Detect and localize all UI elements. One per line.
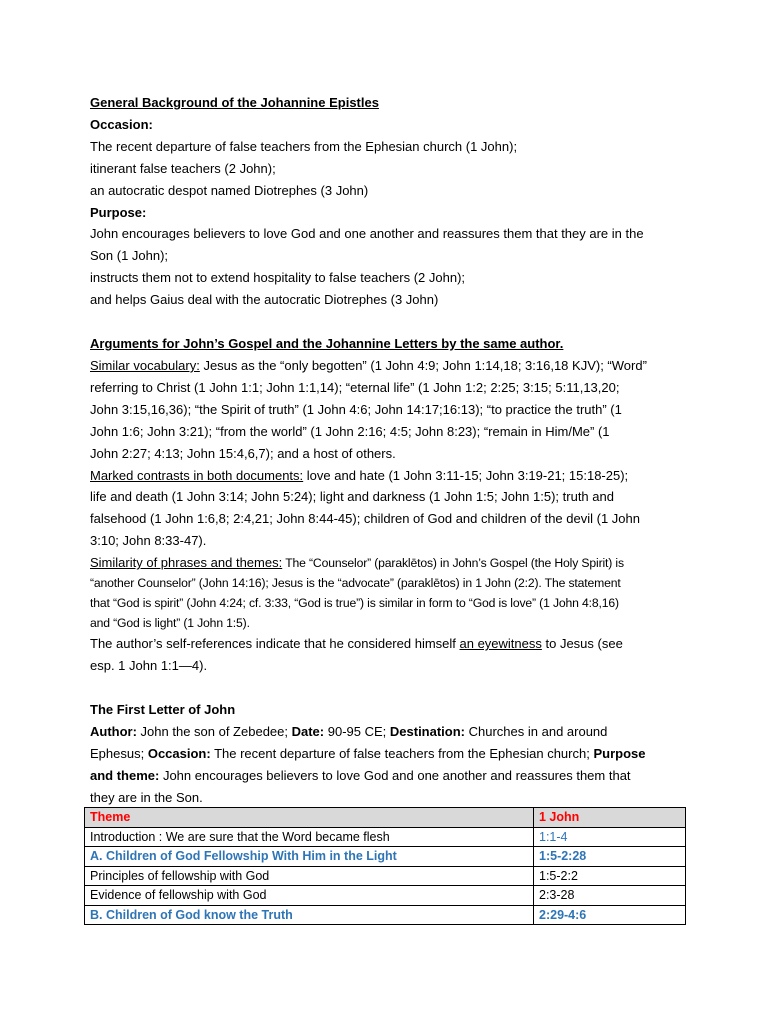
section-title-first-letter: The First Letter of John bbox=[90, 702, 236, 718]
purpose-heading: Purpose: bbox=[90, 204, 147, 220]
date-value: 90-95 CE; bbox=[324, 724, 390, 740]
author-value: John the son of Zebedee; bbox=[136, 724, 292, 740]
vocab-line bbox=[90, 355, 690, 377]
purpose-line: instructs them not to extend hospitality to false teachers (2 John); bbox=[90, 270, 466, 286]
section-title-background: General Background of the Johannine Epistles bbox=[90, 95, 379, 110]
theme-cell: Introduction : We are sure that the Word became flesh bbox=[85, 827, 534, 847]
similarity-line: “another Counselor” (John 14:16); Jesus is the “advocate” (paraklētos) in 1 John (2:2). The statement bbox=[90, 576, 621, 591]
table-row bbox=[85, 905, 686, 925]
table-header-theme: Theme bbox=[85, 808, 534, 828]
contrast-line bbox=[90, 465, 690, 487]
letter-meta-line bbox=[90, 765, 690, 787]
paragraph-gap bbox=[90, 311, 690, 333]
table-header-row bbox=[85, 808, 686, 828]
purpose-line: John encourages believers to love God and one another and reassures them that they are in the bbox=[90, 226, 644, 242]
similarity-label: Similarity of phrases and themes: bbox=[90, 555, 283, 571]
table-header-ref: 1 John bbox=[534, 808, 686, 828]
purpose-label-cont: and theme: bbox=[90, 767, 160, 783]
occasion-label: Occasion: bbox=[147, 746, 211, 762]
vocab-label: Similar vocabulary: bbox=[90, 357, 200, 373]
occasion-heading: Occasion: bbox=[90, 116, 153, 132]
contrast-label: Marked contrasts in both documents: bbox=[90, 467, 304, 483]
ref-cell: 2:3-28 bbox=[534, 886, 686, 906]
ref-cell: 1:1-4 bbox=[534, 827, 686, 847]
table-row bbox=[85, 847, 686, 867]
contrast-line: 3:10; John 8:33-47). bbox=[90, 533, 207, 549]
date-label: Date: bbox=[291, 724, 325, 740]
occasion-line: itinerant false teachers (2 John); bbox=[90, 160, 276, 176]
section-title-arguments: Arguments for John’s Gospel and the Johannine Letters by the same author. bbox=[90, 336, 564, 352]
vocab-line: John 1:6; John 3:21); “from the world” (1 John 2:16; 4:5; John 8:23); “remain in Him/Me” (1 bbox=[90, 423, 610, 439]
occasion-line: The recent departure of false teachers from the Ephesian church (1 John); bbox=[90, 138, 518, 154]
eyewitness-line bbox=[90, 633, 690, 655]
letter-meta-line bbox=[90, 721, 690, 743]
letter-meta-line bbox=[90, 743, 690, 765]
author-label: Author: bbox=[90, 724, 137, 740]
destination-value: Churches in and around bbox=[465, 724, 608, 740]
contrast-line: falsehood (1 John 1:6,8; 2:4,21; John 8:44-45); children of God and children of the devil (1 John bbox=[90, 511, 640, 527]
eyewitness-pre: The author’s self-references indicate that he considered himself bbox=[90, 636, 460, 652]
table-row bbox=[85, 827, 686, 847]
letter-meta-line: they are in the Son. bbox=[90, 789, 203, 805]
vocab-line: referring to Christ (1 John 1:1; John 1:1,14); “eternal life” (1 John 1:2; 2:25; 3:15; 5:11,13,20; bbox=[90, 379, 620, 395]
eyewitness-post: to Jesus (see bbox=[541, 636, 623, 652]
similarity-line: and “God is light” (1 John 1:5). bbox=[90, 615, 250, 630]
ref-cell: 1:5-2:2 bbox=[534, 866, 686, 886]
vocab-text: Jesus as the “only begotten” (1 John 4:9; John 1:14,18; 3:16,18 KJV); “Word” bbox=[199, 357, 647, 373]
ref-cell: 2:29-4:6 bbox=[534, 905, 686, 925]
table-row bbox=[85, 866, 686, 886]
destination-cont: Ephesus; bbox=[90, 746, 148, 762]
occasion-value: The recent departure of false teachers from the Ephesian church; bbox=[210, 746, 594, 762]
eyewitness-line: esp. 1 John 1:1—4). bbox=[90, 658, 208, 674]
purpose-value: John encourages believers to love God and one another and reassures them that bbox=[159, 767, 631, 783]
ref-cell: 1:5-2:28 bbox=[534, 847, 686, 867]
purpose-line: and helps Gaius deal with the autocratic Diotrephes (3 John) bbox=[90, 292, 439, 308]
theme-cell: B. Children of God know the Truth bbox=[85, 905, 534, 925]
similarity-line: that “God is spirit” (John 4:24; cf. 3:33, “God is true”) is similar in form to “God is love” (1 John 4:8,16) bbox=[90, 595, 619, 610]
occasion-line: an autocratic despot named Diotrephes (3 John) bbox=[90, 182, 369, 198]
similarity-text: The “Counselor” (paraklētos) in John’s Gospel (the Holy Spirit) is bbox=[282, 556, 624, 571]
vocab-line: John 3:15,16,36); “the Spirit of truth” (1 John 4:6; John 14:17;16:13); “to practice the truth” (1 bbox=[90, 401, 622, 417]
document-body bbox=[90, 92, 690, 809]
purpose-line: Son (1 John); bbox=[90, 248, 169, 264]
theme-table bbox=[84, 807, 686, 925]
purpose-label: Purpose bbox=[593, 746, 646, 762]
contrast-text: love and hate (1 John 3:11-15; John 3:19-21; 15:18-25); bbox=[303, 467, 629, 483]
table-row bbox=[85, 886, 686, 906]
theme-cell: Principles of fellowship with God bbox=[85, 866, 534, 886]
similarity-line bbox=[90, 552, 690, 574]
destination-label: Destination: bbox=[389, 724, 466, 740]
theme-cell: Evidence of fellowship with God bbox=[85, 886, 534, 906]
contrast-line: life and death (1 John 3:14; John 5:24); light and darkness (1 John 1:5; John 1:5); truth and bbox=[90, 489, 614, 505]
vocab-line: John 2:27; 4:13; John 15:4,6,7); and a host of others. bbox=[90, 445, 396, 461]
paragraph-gap bbox=[90, 677, 690, 699]
theme-cell: A. Children of God Fellowship With Him in the Light bbox=[85, 847, 534, 867]
eyewitness-word: an eyewitness bbox=[459, 636, 542, 652]
